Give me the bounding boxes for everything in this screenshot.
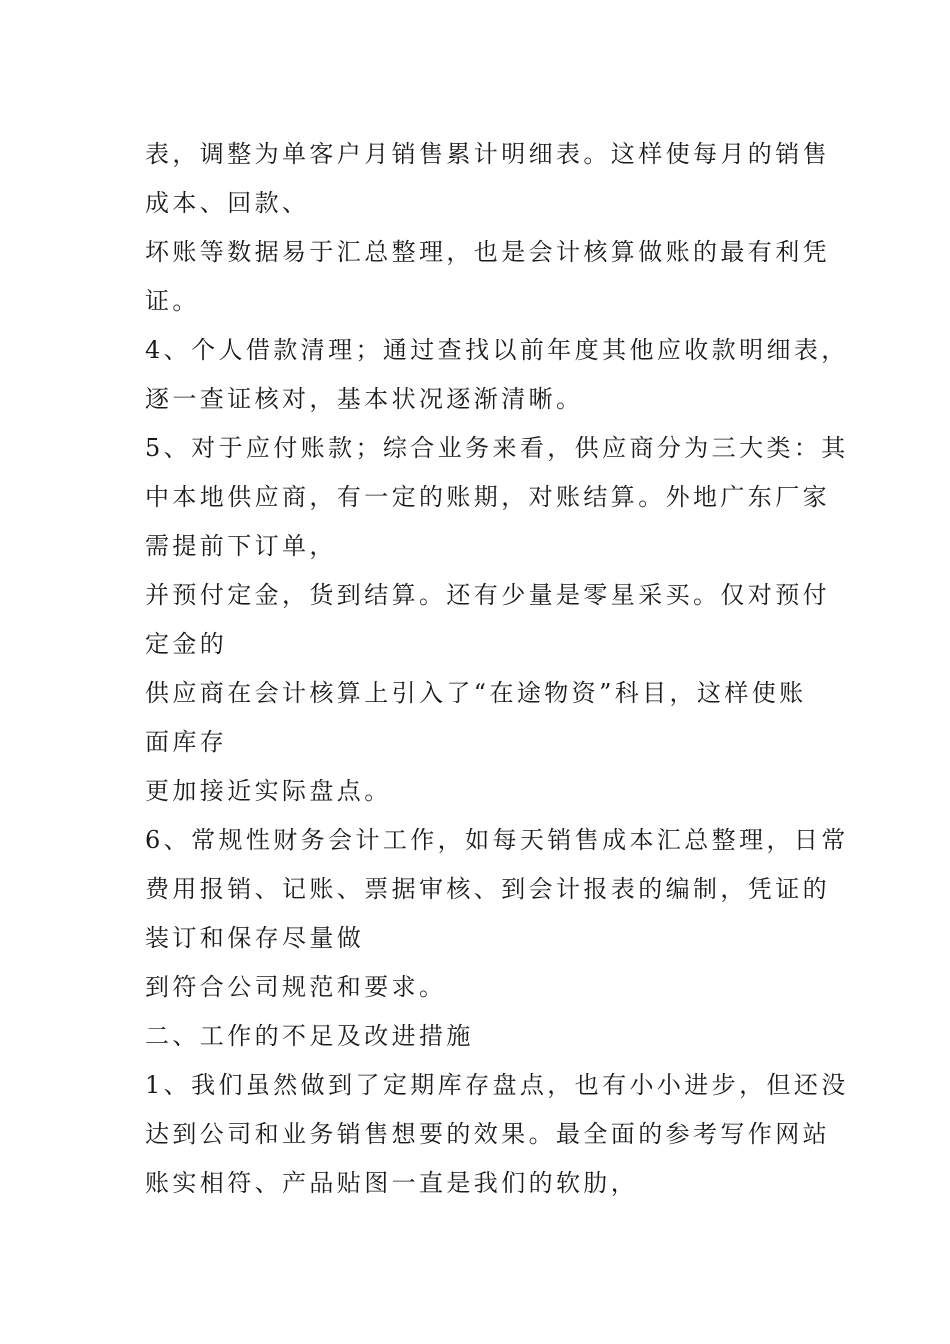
text-line: 到符合公司规范和要求。 [145,973,447,1001]
text-line: 4、个人借款清理；通过查找以前年度其他应收款明细表， [145,336,849,364]
section-heading: 二、工作的不足及改进措施 [145,1022,474,1050]
text-line: 达到公司和业务销售想要的效果。最全面的参考写作网站 [145,1120,830,1148]
text-line: 5、对于应付账款；综合业务来看，供应商分为三大类：其 [145,434,849,462]
text-line: 6、常规性财务会计工作，如每天销售成本汇总整理，日常 [145,826,849,854]
text-line: 装订和保存尽量做 [145,924,365,952]
text-line: 表，调整为单客户月销售累计明细表。这样使每月的销售 [145,140,830,168]
text-line: 需提前下订单， [145,532,337,560]
text-line: 费用报销、记账、票据审核、到会计报表的编制，凭证的 [145,875,830,903]
text-line: 更加接近实际盘点。 [145,777,392,805]
text-line: 坏账等数据易于汇总整理，也是会计核算做账的最有利凭 [145,238,830,266]
text-line: 逐一查证核对，基本状况逐渐清晰。 [145,385,584,413]
text-line: 面库存 [145,728,228,756]
text-line: 证。 [145,287,200,315]
text-line: 定金的 [145,630,228,658]
text-line: 账实相符、产品贴图一直是我们的软肋， [145,1169,639,1197]
text-line: 并预付定金，货到结算。还有少量是零星采买。仅对预付 [145,581,830,609]
text-line: 供应商在会计核算上引入了“在途物资”科目，这样使账 [145,679,807,707]
document-body [145,130,849,1208]
text-line: 成本、回款、 [145,189,310,217]
text-line: 1、我们虽然做到了定期库存盘点，也有小小进步，但还没 [145,1071,849,1099]
text-line: 中本地供应商，有一定的账期，对账结算。外地广东厂家 [145,483,830,511]
